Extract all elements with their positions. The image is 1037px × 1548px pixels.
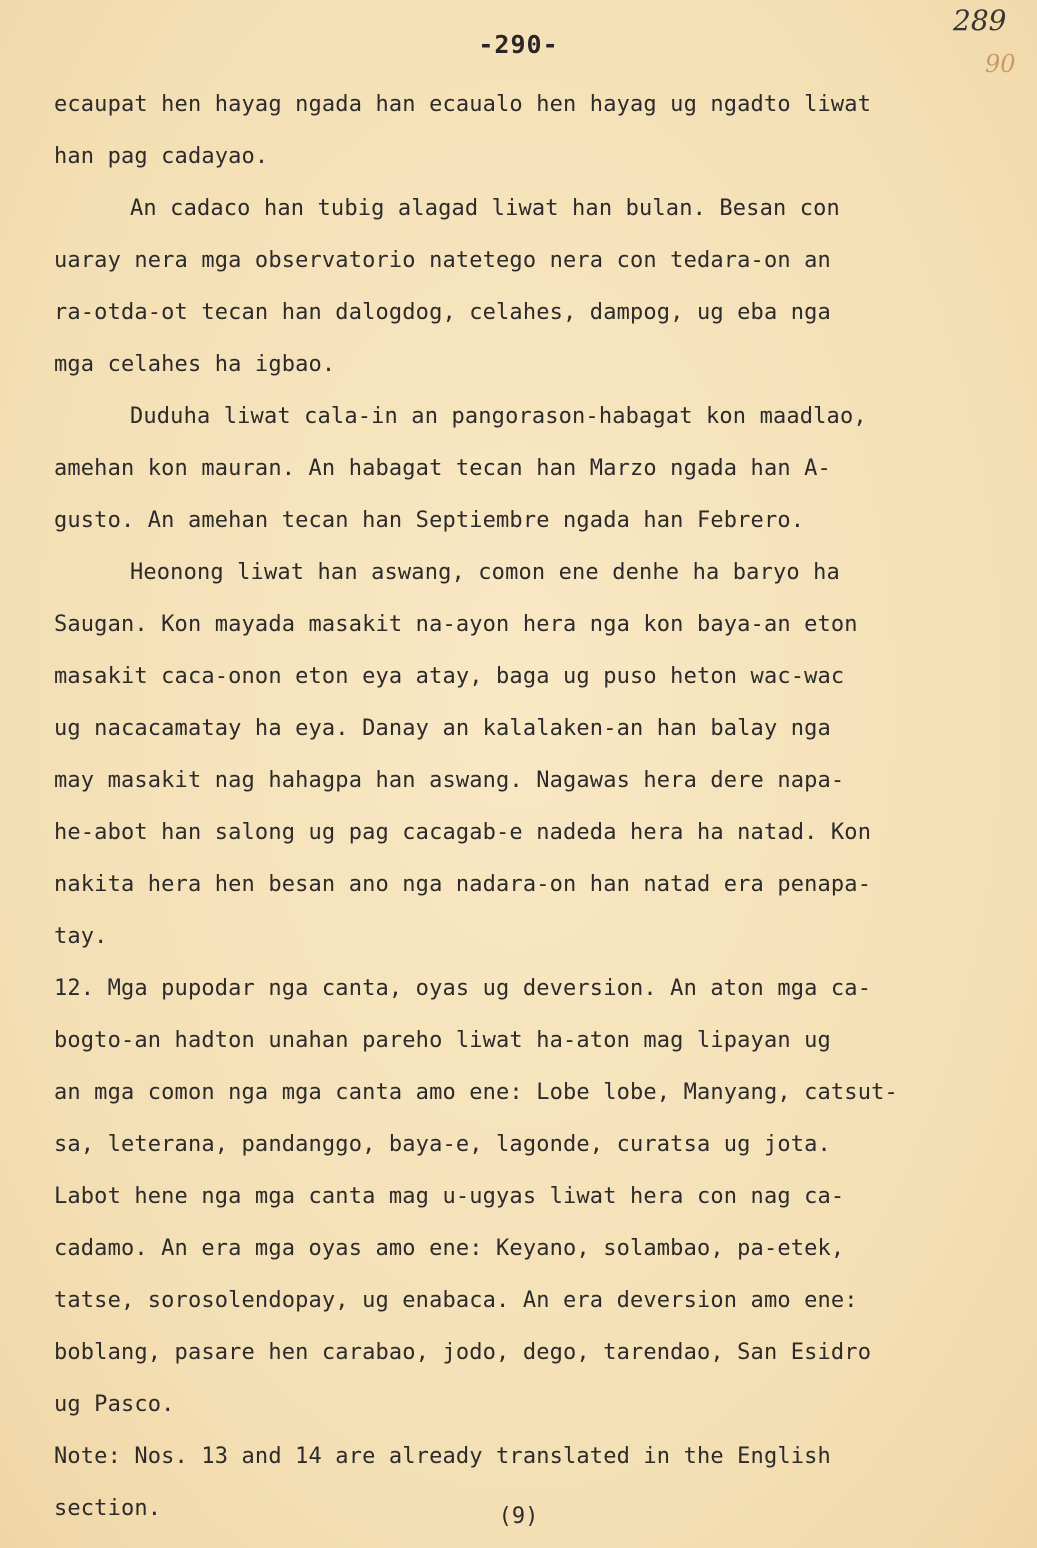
footer-page-number: (9) — [498, 1504, 539, 1529]
text-line: uaray nera mga observatorio natetego nera con tedara-on an — [54, 248, 831, 273]
text-line: ra-otda-ot tecan han dalogdog, celahes, dampog, ug eba nga — [54, 300, 831, 325]
text-line: bogto-an hadton unahan pareho liwat ha-aton mag lipayan ug — [54, 1028, 831, 1053]
text-line: sa, leterana, pandanggo, baya-e, lagonde, curatsa ug jota. — [54, 1132, 831, 1157]
text-line: tatse, sorosolendopay, ug enabaca. An era deversion amo ene: — [54, 1288, 858, 1313]
text-line: boblang, pasare hen carabao, jodo, dego, tarendao, San Esidro — [54, 1340, 872, 1365]
text-line: ug Pasco. — [54, 1392, 175, 1417]
text-line: masakit caca-onon eton eya atay, baga ug puso heton wac-wac — [54, 664, 845, 689]
text-line: he-abot han salong ug pag cacagab-e nadeda hera ha natad. Kon — [54, 820, 872, 845]
text-line: amehan kon mauran. An habagat tecan han Marzo ngada han A- — [54, 456, 831, 481]
text-line: han pag cadayao. — [54, 144, 269, 169]
text-line: ug nacacamatay ha eya. Danay an kalalaken-an han balay nga — [54, 716, 831, 741]
text-line: ecaupat hen hayag ngada han ecaualo hen hayag ug ngadto liwat — [54, 92, 872, 117]
text-line: Duduha liwat cala-in an pangorason-habagat kon maadlao, — [130, 404, 867, 429]
text-line: Labot hene nga mga canta mag u-ugyas liwat hera con nag ca- — [54, 1184, 845, 1209]
handwritten-annotation: 90 — [985, 50, 1016, 78]
body-text — [54, 79, 1014, 1535]
text-line: An cadaco han tubig alagad liwat han bulan. Besan con — [130, 196, 840, 221]
text-line: nakita hera hen besan ano nga nadara-on han natad era penapa- — [54, 872, 872, 897]
text-line: Note: Nos. 13 and 14 are already translated in the English — [54, 1444, 831, 1469]
text-line: gusto. An amehan tecan han Septiembre ngada han Febrero. — [54, 508, 805, 533]
text-line: 12. Mga pupodar nga canta, oyas ug deversion. An aton mga ca- — [54, 976, 872, 1001]
text-line: tay. — [54, 924, 108, 949]
text-line: an mga comon nga mga canta amo ene: Lobe lobe, Manyang, catsut- — [54, 1080, 898, 1105]
text-line: Heonong liwat han aswang, comon ene denhe ha baryo ha — [130, 560, 840, 585]
text-line: section. — [54, 1496, 162, 1521]
text-line: cadamo. An era mga oyas amo ene: Keyano, solambao, pa-etek, — [54, 1236, 845, 1261]
handwritten-page-number: 289 — [953, 4, 1007, 37]
text-line: mga celahes ha igbao. — [54, 352, 336, 377]
text-line: Saugan. Kon mayada masakit na-ayon hera nga kon baya-an eton — [54, 612, 858, 637]
text-line: may masakit nag hahagpa han aswang. Nagawas hera dere napa- — [54, 768, 845, 793]
page-number: -290- — [478, 30, 559, 59]
